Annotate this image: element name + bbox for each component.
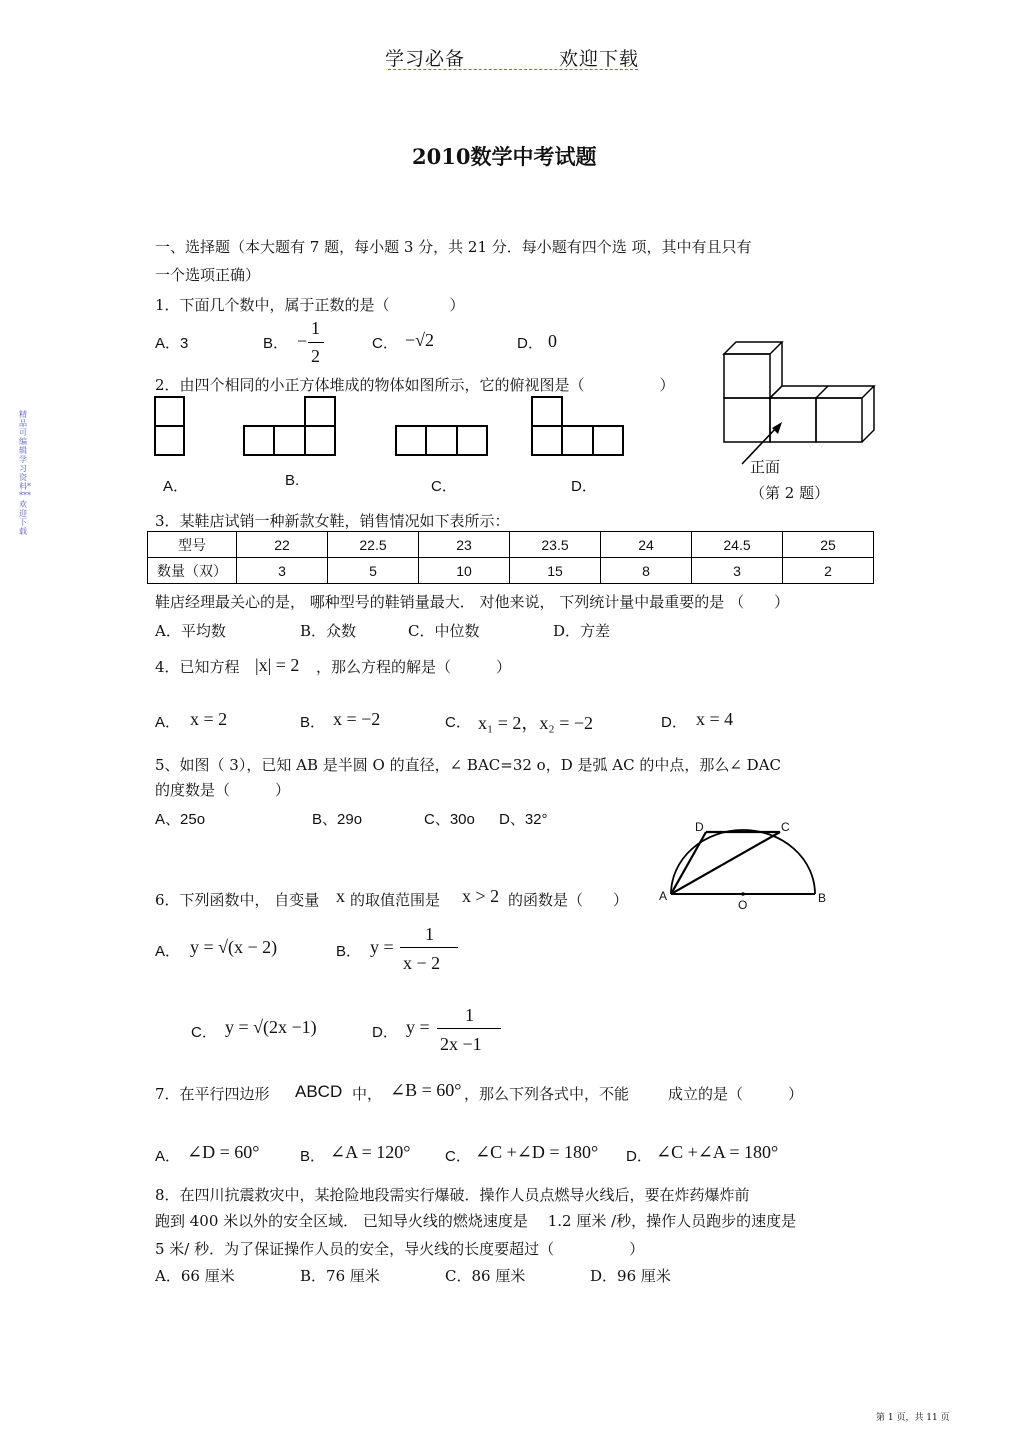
q5-label-a: A: [659, 889, 668, 903]
table-cell: 2: [783, 558, 874, 584]
q2-option-b-shape: [243, 396, 338, 458]
q8-line1: 8．在四川抗震救灾中，某抢险地段需实行爆破．操作人员点燃导火线后，要在炸药爆炸前: [155, 1186, 750, 1204]
q6-option-b-lhs: y =: [370, 937, 394, 957]
q4-option-a-label: A．: [155, 714, 181, 731]
q1-option-a: A．3: [155, 335, 189, 352]
q5-option-d: D、32°: [499, 811, 548, 828]
q7-stem-start: 7．在平行四边形: [155, 1085, 270, 1103]
table-cell: 8: [601, 558, 692, 584]
q1-option-b-numerator: 1: [311, 318, 320, 338]
q8-option-c: C．86 厘米: [445, 1267, 526, 1285]
q7-option-a-label: A．: [155, 1148, 181, 1165]
q2-option-c-shape: [395, 425, 491, 458]
q6-stem-mid: 的取值范围是: [350, 891, 441, 909]
q1-stem: 1．下面几个数中，属于正数的是（ ）: [155, 296, 465, 314]
q1-option-b-sign: −: [297, 331, 308, 351]
q7-option-d-label: D．: [626, 1148, 652, 1165]
q4-option-b-label: B．: [300, 714, 326, 731]
q6-option-a: y = √(x − 2): [190, 937, 278, 957]
q4-option-c: x₁ = 2，x₂ = −2: [478, 713, 594, 733]
q1-option-d-label: D．: [517, 335, 543, 352]
q6-option-d-fraction-bar: [437, 1028, 501, 1029]
q3-sales-table: [147, 531, 874, 584]
header-underline: [388, 69, 638, 70]
q4-equation: |x| = 2: [255, 655, 300, 675]
q4-stem-start: 4．已知方程: [155, 658, 240, 676]
q1-option-c-label: C．: [372, 335, 398, 352]
q1-fraction-bar: [308, 342, 324, 343]
row-header-count: 数量（双）: [148, 558, 237, 584]
q6-option-b-denominator: x − 2: [403, 953, 441, 973]
q7-abcd: ABCD: [295, 1082, 343, 1101]
q2-option-b-label: B.: [285, 472, 300, 489]
q7-option-d: ∠C +∠A = 180°: [656, 1142, 779, 1162]
q8-option-b: B．76 厘米: [300, 1267, 380, 1285]
q2-stem: 2．由四个相同的小正方体堆成的物体如图所示，它的俯视图是（ ）: [155, 376, 675, 394]
q8-line3: 5 米/ 秒．为了保证操作人员的安全，导火线的长度要超过（ ）: [155, 1240, 645, 1258]
q2-option-d-label: D．: [571, 478, 597, 495]
q8-option-a: A．66 厘米: [155, 1267, 235, 1285]
q6-stem-end: 的函数是（ ）: [508, 891, 629, 909]
section-heading-line1: 一、选择题（本大题有 7 题，每小题 3 分，共 21 分．每小题有四个选 项，其中有且只有: [155, 238, 752, 256]
q7-stem-tail: ，那么下列各式中，不能: [464, 1085, 630, 1103]
q3-option-a: A．平均数: [155, 622, 226, 640]
q6-option-d-numerator: 1: [465, 1005, 474, 1025]
row-header-size: 型号: [148, 532, 237, 558]
q2-option-c-label: C．: [431, 478, 457, 495]
q1-option-b-denominator: 2: [311, 346, 320, 366]
q6-option-b-fraction-bar: [400, 947, 458, 948]
q7-stem-mid: 中，: [352, 1085, 383, 1103]
q7-option-b-label: B．: [300, 1148, 326, 1165]
q1-option-b-label: B．: [263, 335, 289, 352]
q2-option-a-label: A．: [163, 478, 189, 495]
q8-option-d: D．96 厘米: [590, 1267, 671, 1285]
q2-option-a-shape: [154, 396, 186, 458]
q5-label-c: C: [781, 820, 790, 834]
q7-option-c: ∠C +∠D = 180°: [475, 1142, 599, 1162]
table-row: [148, 558, 874, 584]
table-cell: 23.5: [510, 532, 601, 558]
q6-option-a-label: A．: [155, 943, 181, 960]
q3-option-c: C．中位数: [408, 622, 480, 640]
table-cell: 15: [510, 558, 601, 584]
q3-option-b: B．众数: [300, 622, 357, 640]
q6-stem-start: 6．下列函数中， 自变量: [155, 891, 320, 909]
q5-line1: 5、如图（ 3），已知 AB 是半圆 O 的直径，∠ BAC=32 o，D 是弧 AC 的中点，那么∠ DAC: [155, 756, 782, 774]
q3-stem: 3．某鞋店试销一种新款女鞋，销售情况如下表所示：: [155, 512, 510, 530]
table-cell: 25: [783, 532, 874, 558]
q7-option-c-label: C．: [445, 1148, 471, 1165]
header-left: 学习必备: [385, 48, 466, 70]
section-heading-line2: 一个选项正确）: [155, 266, 261, 284]
q8-line2: 跑到 400 米以外的安全区域． 已知导火线的燃烧速度是 1.2 厘米 /秒，操作人员跑步的速度是: [155, 1212, 797, 1230]
q6-option-b-label: B．: [336, 943, 362, 960]
q5-option-b: B、29o: [312, 811, 363, 828]
q3-option-d: D．方差: [553, 622, 611, 640]
q6-option-c: y = √(2x −1): [225, 1017, 317, 1037]
q5-line2: 的度数是（ ）: [155, 781, 291, 799]
q4-option-d: x = 4: [696, 709, 734, 729]
q7-stem-end: 成立的是（ ）: [668, 1085, 804, 1103]
q4-stem-end: ，那么方程的解是（ ）: [316, 658, 512, 676]
table-cell: 24: [601, 532, 692, 558]
q7-option-a: ∠D = 60°: [187, 1142, 260, 1162]
page-footer: 第 1 页，共 11 页: [876, 1413, 950, 1423]
table-cell: 10: [419, 558, 510, 584]
q2-option-d-shape: [531, 396, 627, 458]
side-watermark-text: 精品可编辑学习资料****欢迎下载: [19, 410, 31, 536]
q6-option-d-label: D．: [372, 1024, 398, 1041]
q6-option-d-lhs: y =: [406, 1017, 430, 1037]
q1-option-c-expr: −√2: [405, 330, 435, 350]
table-cell: 5: [328, 558, 419, 584]
q4-option-b: x = −2: [333, 709, 381, 729]
q2-caption: （第 2 题）: [750, 484, 830, 502]
table-cell: 23: [419, 532, 510, 558]
page-title: 2010数学中考试题: [412, 144, 597, 169]
table-cell: 3: [237, 558, 328, 584]
q5-option-a: A、25o: [155, 811, 206, 828]
table-cell: 22.5: [328, 532, 419, 558]
table-cell: 24.5: [692, 532, 783, 558]
q5-option-c: C、30o: [424, 811, 475, 828]
q7-option-b: ∠A = 120°: [330, 1142, 411, 1162]
q2-front-label: 正面: [750, 458, 781, 476]
q4-option-c-label: C．: [445, 714, 471, 731]
q7-condition: ∠B = 60°: [390, 1080, 462, 1100]
table-cell: 22: [237, 532, 328, 558]
q6-option-b-numerator: 1: [425, 924, 434, 944]
table-row: [148, 532, 874, 558]
q1-option-d-value: 0: [548, 331, 557, 351]
q6-option-c-label: C．: [191, 1024, 217, 1041]
q4-option-d-label: D．: [661, 714, 687, 731]
table-cell: 3: [692, 558, 783, 584]
q5-label-b: B: [818, 891, 827, 905]
q6-condition: x > 2: [462, 886, 500, 906]
q5-label-d: D: [695, 820, 704, 834]
q6-variable: x: [336, 886, 345, 906]
q3-question: 鞋店经理最关心的是， 哪种型号的鞋销量最大． 对他来说， 下列统计量中最重要的是 （ ）: [155, 593, 790, 611]
q5-semicircle-diagram: [668, 826, 818, 898]
q6-option-d-denominator: 2x −1: [440, 1034, 482, 1054]
q5-label-o: O: [738, 898, 748, 912]
header-right: 欢迎下载: [559, 48, 640, 70]
q4-option-a: x = 2: [190, 709, 228, 729]
